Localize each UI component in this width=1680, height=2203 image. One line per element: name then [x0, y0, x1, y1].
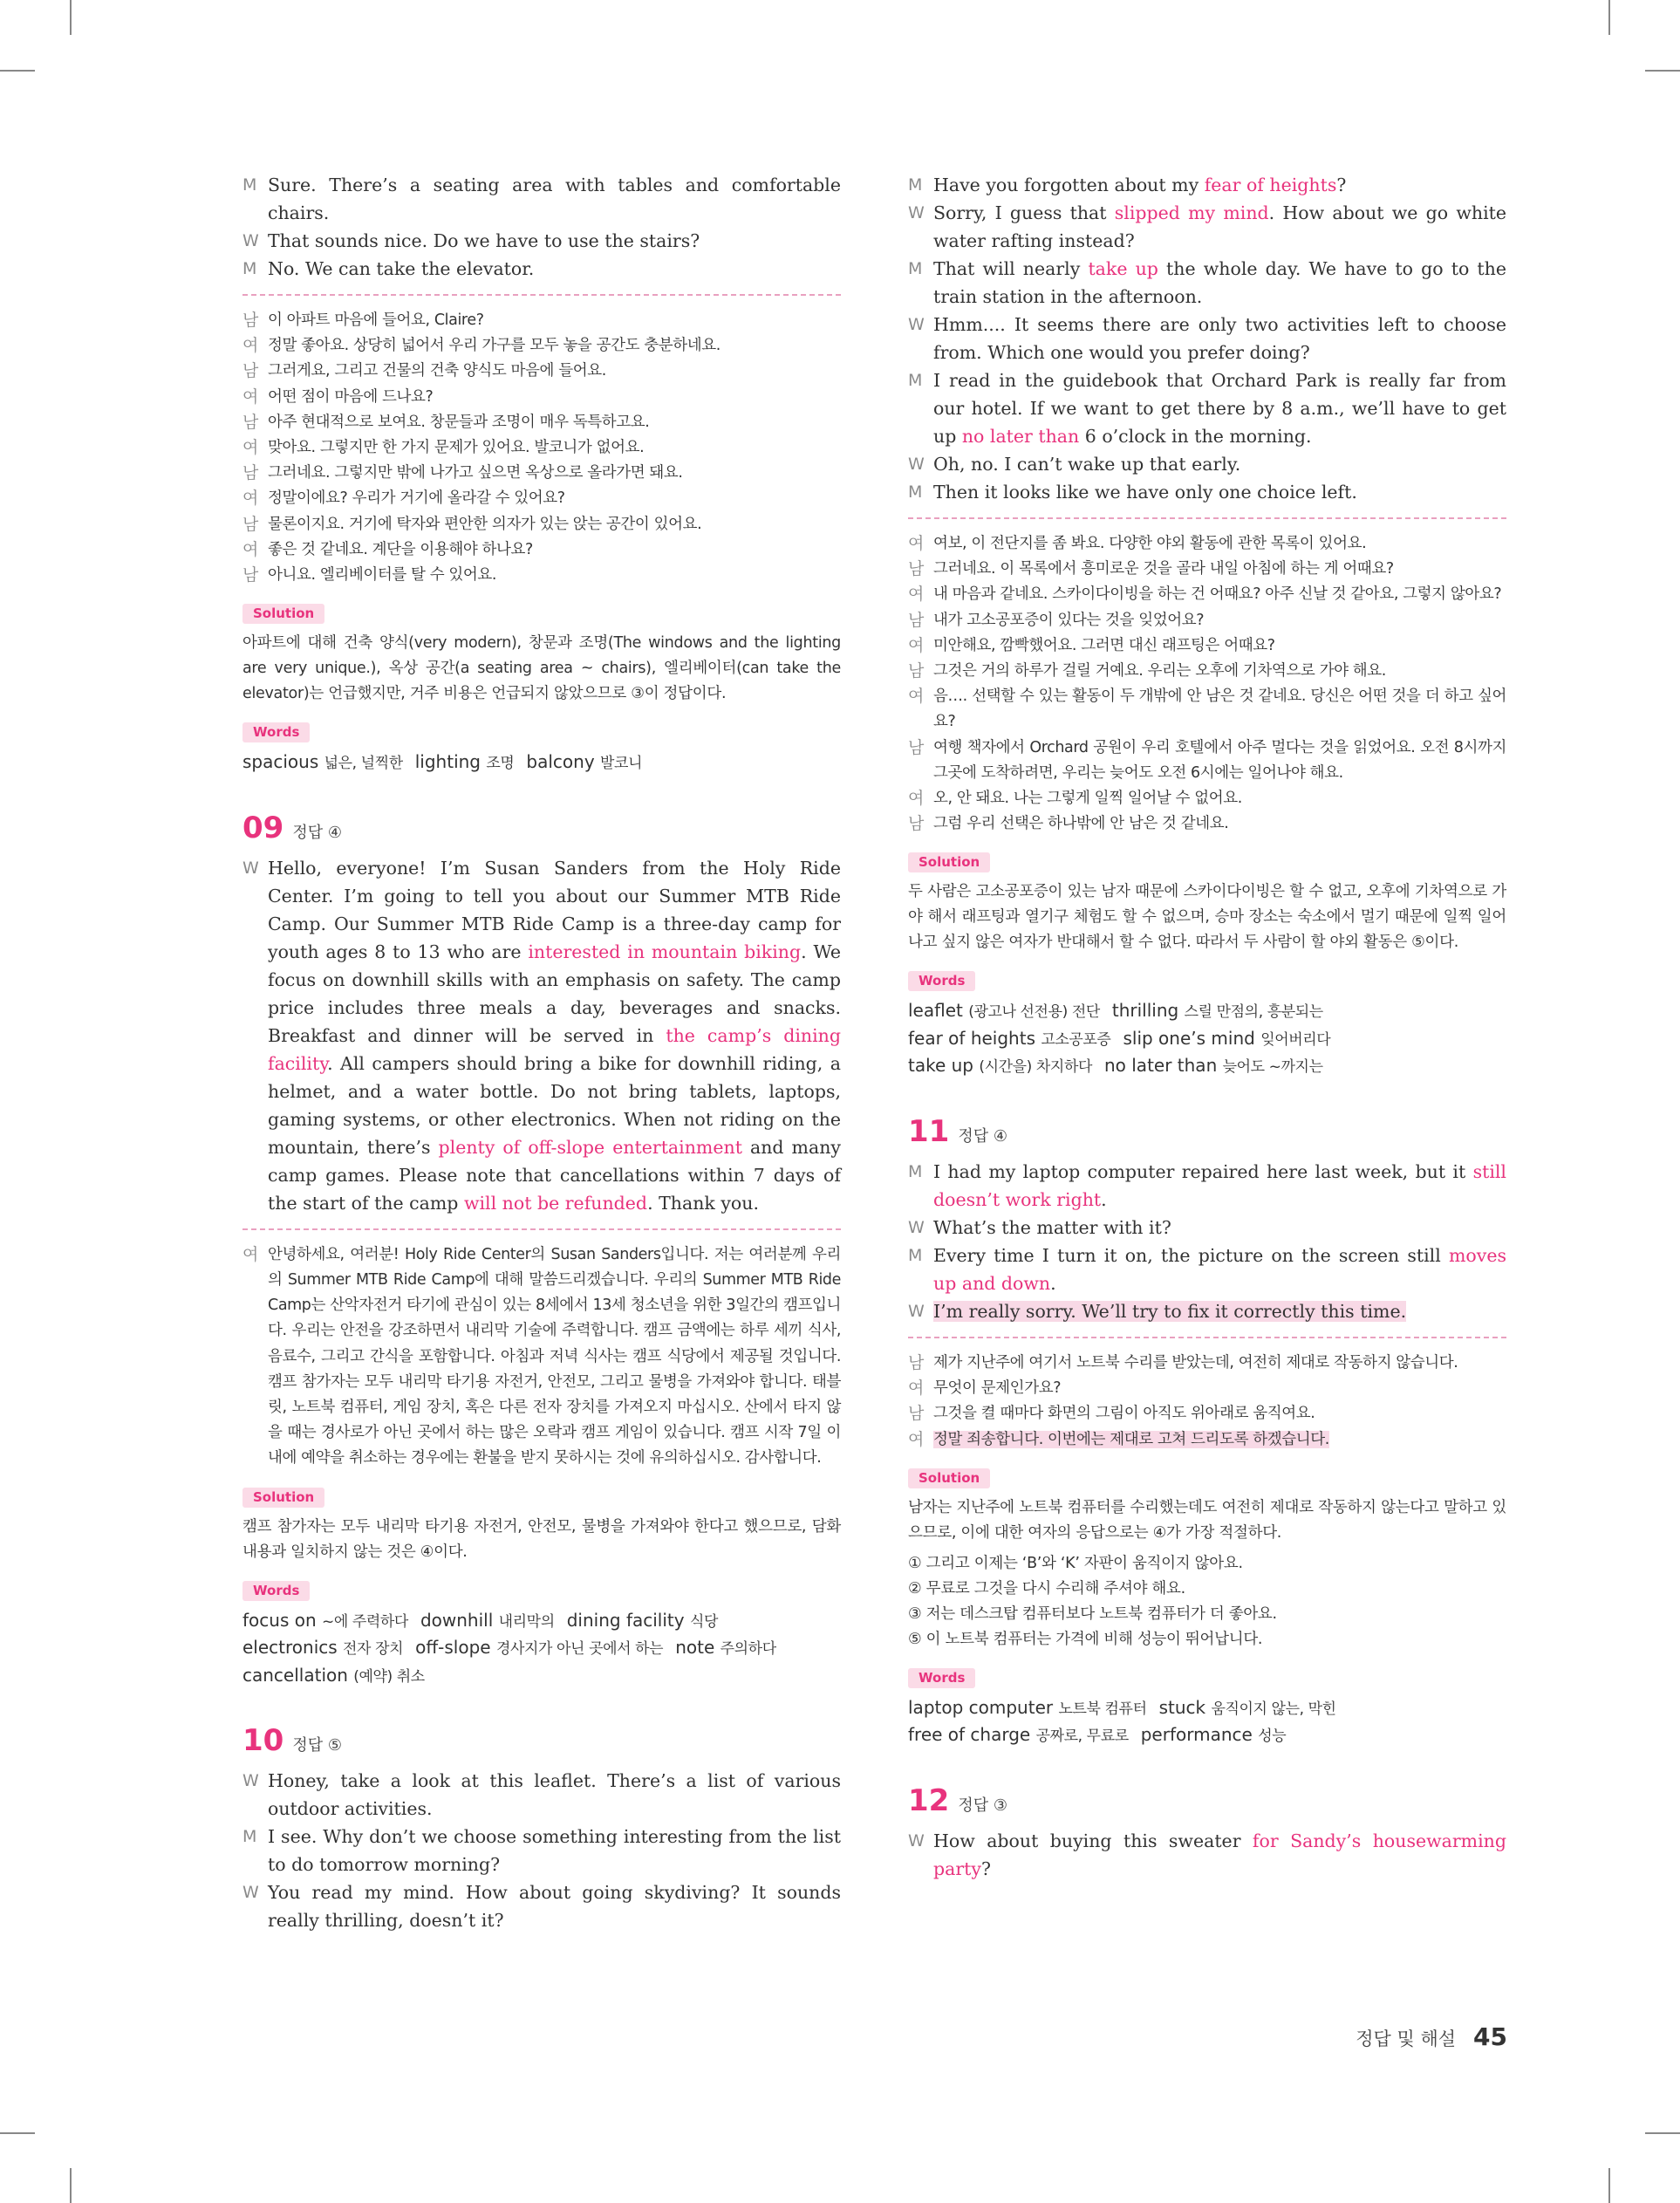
dialog-text: Hmm.... It seems there are only two activities left to choose from. Which one would you prefer doing?: [933, 314, 1506, 363]
translation-line: [908, 531, 1506, 557]
word-english: dining facility: [566, 1609, 690, 1631]
word-english: laptop computer: [908, 1696, 1059, 1718]
word-english: off-slope: [415, 1637, 496, 1659]
highlight-phrase: plenty of off-slope entertainment: [438, 1136, 742, 1158]
word-entry: [908, 1057, 1092, 1076]
dialog-text: I read in the guidebook that Orchard Park is really far from our hotel. If we want to get there by 8 a.m., we’ll have to get up: [933, 370, 1506, 447]
answer-label: 정답 ③: [958, 1796, 1007, 1815]
dialog-text: . How about we go white water rafting instead?: [933, 202, 1506, 251]
translation-line: [242, 461, 841, 486]
dialog-line: [908, 171, 1506, 199]
word-english: thrilling: [1111, 1000, 1185, 1022]
word-entry: [242, 1639, 403, 1658]
translation-text: 오, 안 돼요. 나는 그렇게 일찍 일어날 수 없어요.: [933, 790, 1242, 808]
translation-line: [242, 537, 841, 563]
dialog-line: [908, 255, 1506, 311]
translation-text: 그것은 거의 하루가 걸릴 거예요. 우리는 오후에 기차역으로 가야 해요.: [933, 662, 1386, 681]
q10-solution-text: 두 사람은 고소공포증이 있는 남자 때문에 스카이다이빙은 할 수 없고, 오후에 기차역으로 가야 해서 래프팅과 열기구 체험도 할 수 없으며, 승마 장소는 숙소에서 멀기 때문에 일찍 일어나고 싶지 않은 여자가 반대해서 할 수 없다. 따라서 두 사람이 할 야외 활동은 ⑤이다.: [908, 883, 1506, 952]
speaker-label: 여: [908, 635, 924, 655]
q11-options: [908, 1551, 1506, 1652]
translation-line: [242, 1242, 841, 1472]
solution-tag: Solution: [242, 604, 324, 624]
word-entry: [415, 1639, 663, 1658]
highlight-phrase: no later than: [961, 426, 1080, 447]
dialog-text: Honey, take a look at this leaflet. There’s a list of various outdoor activities.: [268, 1770, 841, 1820]
dialog-line: [908, 478, 1506, 506]
crop-mark: [0, 2132, 35, 2134]
translation-text: 그러네요. 그렇지만 밖에 나가고 싶으면 옥상으로 올라가면 돼요.: [268, 464, 683, 482]
dialog-line: [242, 854, 841, 1217]
word-entry: [414, 751, 515, 773]
words-row: [908, 1053, 1506, 1081]
crop-mark: [70, 2168, 72, 2203]
words-tag: Words: [908, 971, 975, 991]
speaker-label: 여: [908, 789, 924, 809]
translation-text: 내가 고소공포증이 있다는 것을 잊었어요?: [933, 611, 1205, 629]
dialog-line: [908, 366, 1506, 450]
dashed-divider: [242, 294, 841, 296]
translation-text: 아주 현대적으로 보여요. 창문들과 조명이 매우 독특하고요.: [268, 413, 650, 431]
dialog-text: Then it looks like we have only one choice left.: [933, 482, 1357, 503]
dialog-line: [242, 1878, 841, 1934]
speaker-label: 여: [242, 387, 258, 407]
speaker-label: 여: [242, 489, 258, 509]
translation-text: 맞아요. 그렇지만 한 가지 문제가 있어요. 발코니가 없어요.: [268, 439, 645, 457]
dialog-text: Oh, no. I can’t wake up that early.: [933, 454, 1241, 475]
translation-text: 여보, 이 전단지를 좀 봐요. 다양한 야외 활동에 관한 목록이 있어요.: [933, 535, 1367, 552]
speaker-label: 여: [242, 336, 258, 356]
translation-text: 물론이지요. 거기에 탁자와 편안한 의자가 있는 앉는 공간이 있어요.: [268, 515, 702, 533]
speaker-label: 여: [908, 1379, 924, 1399]
translation-line: [908, 1427, 1506, 1453]
speaker-label: 남: [908, 737, 924, 757]
word-english: fear of heights: [908, 1027, 1041, 1049]
dialog-text: I had my laptop computer repaired here last week, but it: [933, 1160, 1473, 1182]
translation-text: 그러게요, 그리고 건물의 건축 양식도 마음에 들어요.: [268, 362, 606, 380]
q08-solution-text: 아파트에 대해 건축 양식(very modern), 창문과 조명(The windows and the lighting are very unique.), 옥상 공간(a seating area ~ chairs), 엘리베이터(can take the elevator)는 언급했지만, 거주 비용은 언급되지 않았으므로 ③이 정답이다.: [242, 634, 841, 703]
word-korean: 발코니: [600, 755, 643, 773]
speaker-label: M: [908, 1245, 923, 1265]
speaker-label: 남: [242, 565, 258, 585]
speaker-label: 남: [908, 1352, 924, 1372]
word-korean: 스릴 만점의, 흥분되는: [1184, 1003, 1323, 1022]
word-korean: (예약) 취소: [353, 1667, 425, 1686]
translation-line: [242, 410, 841, 435]
translation-line: [908, 582, 1506, 607]
translation-line: [908, 1351, 1506, 1376]
q11-translation: [908, 1351, 1506, 1453]
dashed-divider: [908, 517, 1506, 519]
speaker-label: 여: [908, 687, 924, 707]
translation-text: 그럼 우리 선택은 하나밖에 안 남은 것 같네요.: [933, 815, 1229, 833]
words-row: [908, 1722, 1506, 1750]
dialog-text: 6 o’clock in the morning.: [1079, 426, 1312, 447]
dialog-text: Sorry, I guess that: [933, 202, 1115, 223]
word-korean: 움직이지 않는, 막힌: [1211, 1700, 1336, 1718]
word-english: balcony: [526, 751, 601, 773]
speaker-label: M: [242, 1827, 257, 1847]
word-english: note: [675, 1637, 720, 1659]
speaker-label: 남: [242, 412, 258, 432]
question-number: 10: [242, 1723, 284, 1759]
speaker-label: M: [242, 259, 257, 278]
translation-text: 내 마음과 같네요. 스카이다이빙을 하는 건 어때요? 아주 신날 것 같아요, 그렇지 않아요?: [933, 585, 1502, 604]
words-row: [242, 1635, 841, 1663]
speaker-label: M: [908, 371, 923, 390]
speaker-label: 남: [242, 514, 258, 534]
dialog-line: [908, 1158, 1506, 1214]
word-korean: ~에 주력하다: [322, 1612, 408, 1631]
q11-words: [908, 1695, 1506, 1750]
dialog-line: [908, 1214, 1506, 1242]
question-number: 11: [908, 1113, 950, 1149]
speaker-label: 여: [908, 534, 924, 553]
translation-line: [242, 385, 841, 410]
word-korean: 잊어버리다: [1260, 1030, 1331, 1049]
word-korean: 성능: [1258, 1728, 1287, 1746]
highlight-phrase: the camp’s dining facility: [268, 1024, 841, 1074]
speaker-label: 여: [242, 438, 258, 458]
highlight-phrase: interested in mountain biking: [528, 941, 802, 962]
dialog-text: Every time I turn it on, the picture on the screen still: [933, 1244, 1449, 1266]
translation-text: 좋은 것 같네요. 계단을 이용해야 하나요?: [268, 540, 533, 558]
dialog-text: . We focus on downhill skills with an emphasis on safety. The camp price includes three meals a day, beverages and snacks. Breakfast and dinner will be served in: [268, 941, 841, 1046]
word-entry: [1112, 1002, 1323, 1021]
word-korean: 공짜로, 무료로: [1035, 1728, 1129, 1746]
dialog-text: Sure. There’s a seating area with tables and comfortable chairs.: [268, 174, 841, 223]
translation-line: [242, 486, 841, 511]
word-entry: [908, 1696, 1147, 1718]
translation-line: [908, 1401, 1506, 1426]
word-korean: 넓은, 널찍한: [324, 755, 403, 773]
highlight-phrase: moves up and down: [933, 1244, 1506, 1294]
word-korean: 식당: [689, 1612, 718, 1631]
translation-text: 음…. 선택할 수 있는 활동이 두 개밖에 안 남은 것 같네요. 당신은 어떤 것을 더 하고 싶어요?: [933, 688, 1506, 731]
q09-words: [242, 1608, 841, 1691]
option-line: ⑤ 이 노트북 컴퓨터는 가격에 비해 성능이 뛰어납니다.: [908, 1630, 1263, 1648]
dialog-line: [908, 311, 1506, 366]
speaker-label: 남: [908, 814, 924, 834]
speaker-label: 남: [242, 311, 258, 330]
speaker-label: W: [908, 1830, 925, 1851]
speaker-label: 여: [908, 585, 924, 605]
dialog-text: No. We can take the elevator.: [268, 258, 535, 279]
words-row: [908, 998, 1506, 1026]
translation-line: [908, 608, 1506, 633]
q09-translation: [242, 1242, 841, 1472]
translation-text: 어떤 점이 마음에 드나요?: [268, 387, 434, 406]
q10-dialog-part1: [242, 1767, 841, 1934]
word-english: leaflet: [908, 1000, 969, 1022]
dialog-text: What’s the matter with it?: [933, 1216, 1171, 1238]
speaker-label: W: [908, 203, 925, 222]
word-korean: 늦어도 ~까지는: [1222, 1058, 1323, 1077]
word-entry: [1123, 1027, 1331, 1049]
q10-dialog-part2: [908, 171, 1506, 506]
translation-text: 정말 죄송합니다. 이번에는 제대로 고쳐 드리도록 하겠습니다.: [933, 1430, 1329, 1448]
q08-words: [242, 749, 841, 777]
speaker-label: M: [908, 1161, 923, 1181]
speaker-label: W: [242, 1771, 259, 1791]
option-line: ① 그리고 이제는 ‘B’와 ‘K’ 자판이 움직이지 않아요.: [908, 1554, 1243, 1572]
speaker-label: 남: [908, 1404, 924, 1424]
highlight-phrase: take up: [1088, 258, 1158, 279]
q09-heading: [242, 811, 841, 849]
word-korean: 고소공포증: [1041, 1030, 1111, 1049]
translation-line: [242, 435, 841, 461]
q10-words: [908, 998, 1506, 1081]
word-korean: (광고나 선전용) 전단: [968, 1003, 1100, 1022]
footer-title: 정답 및 해설: [1356, 2029, 1457, 2049]
dialog-line: [908, 450, 1506, 478]
word-entry: [1104, 1057, 1323, 1076]
dialog-text: That will nearly: [933, 258, 1089, 279]
translation-line: [908, 684, 1506, 735]
word-entry: [242, 1609, 408, 1631]
word-entry: [566, 1609, 718, 1631]
q11-solution-text: 남자는 지난주에 노트북 컴퓨터를 수리했는데도 여전히 제대로 작동하지 않는다고 말하고 있으므로, 이에 대한 여자의 응답으로는 ④가 가장 적절하다.: [908, 1498, 1506, 1542]
dialog-line: [242, 1823, 841, 1878]
dialog-text: ?: [1336, 174, 1347, 195]
word-english: downhill: [420, 1609, 499, 1631]
translation-text: 이 아파트 마음에 들어요, Claire?: [268, 311, 484, 329]
word-english: lighting: [414, 751, 487, 773]
words-tag: Words: [242, 1581, 310, 1601]
dialog-text: the whole day. We have to go to the train station in the afternoon.: [933, 258, 1506, 307]
translation-line: [242, 512, 841, 537]
words-tag: Words: [242, 722, 310, 742]
word-english: no later than: [1103, 1055, 1223, 1077]
word-korean: 전자 장치: [343, 1640, 404, 1659]
word-korean: 경사지가 아닌 곳에서 하는: [495, 1640, 664, 1659]
words-row: [908, 1695, 1506, 1723]
speaker-label: 여: [908, 1429, 924, 1449]
translation-line: [908, 557, 1506, 582]
question-number: 12: [908, 1782, 950, 1818]
speaker-label: W: [242, 231, 259, 250]
speaker-label: M: [242, 175, 257, 195]
translation-text: 무엇이 문제인가요?: [933, 1379, 1062, 1398]
word-entry: [908, 1724, 1129, 1746]
dialog-text: Hello, everyone! I’m Susan Sanders from the Holy Ride Center. I’m going to tell you about our Summer MTB Ride Camp. Our Summer MTB Ride Camp is a three-day camp for youth ages 8 to 13 who are: [268, 857, 841, 962]
translation-line: [908, 659, 1506, 684]
dialog-text: I’m really sorry. We’ll try to fix it correctly this time.: [933, 1300, 1407, 1322]
translation-line: [908, 1376, 1506, 1401]
q11-heading: [908, 1114, 1506, 1153]
dialog-text: . Thank you.: [647, 1192, 759, 1214]
translation-line: [242, 308, 841, 333]
dialog-text: .: [1101, 1188, 1107, 1210]
solution-tag: Solution: [242, 1488, 324, 1508]
speaker-label: 남: [242, 361, 258, 381]
words-tag: Words: [908, 1668, 975, 1688]
dialog-line: [242, 171, 841, 227]
speaker-label: W: [908, 1301, 925, 1321]
dialog-text: ?: [980, 1857, 991, 1879]
word-korean: 내리막의: [498, 1612, 555, 1631]
translation-text: 제가 지난주에 여기서 노트북 수리를 받았는데, 여전히 제대로 작동하지 않습니다.: [933, 1353, 1458, 1372]
dashed-divider: [908, 1337, 1506, 1338]
dialog-text: How about buying this sweater: [933, 1830, 1253, 1851]
dialog-text: and many camp games. Please note that cancellations within 7 days of the start of the camp: [268, 1136, 842, 1214]
crop-mark: [0, 70, 35, 72]
q12-heading: [908, 1783, 1506, 1822]
translation-text: 그것을 켤 때마다 화면의 그림이 아직도 위아래로 움직여요.: [933, 1405, 1315, 1423]
answer-label: 정답 ④: [958, 1126, 1007, 1146]
speaker-label: W: [908, 1217, 925, 1237]
translation-text: 여행 책자에서 Orchard 공원이 우리 호텔에서 아주 멀다는 것을 읽었어요. 오전 8시까지 그곳에 도착하려면, 우리는 늦어도 오전 6시에는 일어나야 해요.: [933, 738, 1506, 782]
word-english: free of charge: [908, 1724, 1036, 1746]
answer-label: 정답 ④: [292, 823, 342, 842]
word-english: take up: [908, 1055, 980, 1077]
translation-text: 정말 좋아요. 상당히 넓어서 우리 가구를 모두 놓을 공간도 충분하네요.: [268, 337, 720, 355]
translation-line: [908, 811, 1506, 837]
answer-label: 정답 ⑤: [292, 1736, 342, 1755]
q10-translation: [908, 531, 1506, 837]
highlight-phrase: will not be refunded: [463, 1192, 648, 1214]
translation-text: 정말이에요? 우리가 거기에 올라갈 수 있어요?: [268, 489, 565, 508]
translation-text: 아니요. 엘리베이터를 탈 수 있어요.: [268, 566, 497, 585]
words-row: [242, 749, 841, 777]
q09-solution-text: 캠프 참가자는 모두 내리막 타기용 자전거, 안전모, 물병을 가져와야 한다고 했으므로, 담화 내용과 일치하지 않는 것은 ④이다.: [242, 1517, 841, 1561]
solution-tag: Solution: [908, 852, 990, 872]
words-row: [242, 1663, 841, 1691]
word-english: focus on: [242, 1609, 322, 1631]
word-english: cancellation: [242, 1664, 354, 1686]
q08-translation: [242, 308, 841, 588]
speaker-label: 남: [908, 610, 924, 630]
translation-line: [242, 333, 841, 359]
crop-mark: [1608, 0, 1610, 35]
speaker-label: 남: [908, 661, 924, 681]
dialog-line: [242, 227, 841, 255]
q12-dialog: [908, 1827, 1506, 1883]
option-line: ② 무료로 그것을 다시 수리해 주셔야 해요.: [908, 1579, 1185, 1598]
dialog-line: [908, 1242, 1506, 1297]
highlight-phrase: for Sandy’s housewarming party: [933, 1830, 1506, 1879]
translation-text: 그러네요. 이 목록에서 흥미로운 것을 골라 내일 아침에 하는 게 어때요?: [933, 560, 1394, 578]
word-entry: [1158, 1696, 1336, 1718]
word-korean: 주의하다: [720, 1640, 776, 1659]
dialog-line: [908, 1827, 1506, 1883]
translation-line: [242, 563, 841, 588]
word-english: slip one’s mind: [1123, 1027, 1261, 1049]
q10-heading: [242, 1723, 841, 1762]
dialog-text: .: [1050, 1272, 1056, 1294]
word-entry: [420, 1609, 555, 1631]
crop-mark: [70, 0, 72, 35]
highlight-phrase: slipped my mind: [1114, 202, 1269, 223]
left-column: [242, 171, 841, 1934]
speaker-label: W: [242, 858, 259, 878]
right-column: [908, 171, 1506, 1883]
dialog-line: [908, 199, 1506, 255]
q11-dialog: [908, 1158, 1506, 1325]
solution-tag: Solution: [908, 1468, 990, 1488]
word-korean: 노트북 컴퓨터: [1058, 1700, 1147, 1718]
word-english: stuck: [1158, 1696, 1212, 1718]
translation-text: 미안해요, 깜빡했어요. 그러면 대신 래프팅은 어때요?: [933, 636, 1275, 654]
speaker-label: 남: [908, 559, 924, 579]
translation-line: [908, 786, 1506, 811]
crop-mark: [1608, 2168, 1610, 2203]
dialog-line: [908, 1297, 1506, 1325]
word-korean: (시간을) 차지하다: [979, 1058, 1092, 1077]
translation-line: [908, 633, 1506, 659]
dashed-divider: [242, 1228, 841, 1230]
speaker-label: W: [242, 1883, 259, 1903]
q09-dialog: [242, 854, 841, 1217]
question-number: 09: [242, 810, 284, 845]
word-entry: [908, 1002, 1100, 1021]
word-english: performance: [1140, 1724, 1259, 1746]
words-row: [242, 1608, 841, 1636]
highlight-phrase: still doesn’t work right: [933, 1160, 1506, 1210]
word-english: spacious: [242, 751, 324, 773]
word-entry: [526, 751, 643, 773]
speaker-label: M: [908, 259, 923, 278]
dialog-text: . All campers should bring a bike for downhill riding, a helmet, and a water bottle. Do not bring tablets, laptops, gaming systems, or other electronics. When not riding on the mountain, there’s: [268, 1052, 841, 1158]
speaker-label: M: [908, 482, 923, 502]
word-entry: [1140, 1724, 1287, 1746]
word-entry: [242, 1664, 425, 1686]
q08-dialog-tail: [242, 171, 841, 283]
dialog-text: You read my mind. How about going skydiving? It sounds really thrilling, doesn’t it?: [268, 1882, 841, 1932]
crop-mark: [1645, 2132, 1680, 2134]
dialog-text: I see. Why don’t we choose something interesting from the list to do tomorrow morning?: [268, 1826, 841, 1876]
words-row: [908, 1026, 1506, 1054]
speaker-label: 남: [242, 463, 258, 483]
word-entry: [675, 1639, 776, 1658]
crop-mark: [1645, 70, 1680, 72]
highlight-phrase: fear of heights: [1204, 174, 1337, 195]
translation-text: 안녕하세요, 여러분! Holy Ride Center의 Susan Sanders입니다. 저는 여러분께 우리의 Summer MTB Ride Camp에 대해 말씀드리겠습니다. 우리의 Summer MTB Ride Camp는 산악자전거 타기에 관심이 있는 8세에서 13세 청소년을 위한 3일간의 캠프입니다. 우리는 안전을 강조하면서 내리막 기술에 주력합니다. 캠프 금액에는 하루 세끼 식사, 음료수, 그리고 간식을 포함합니다. 아침과 저녁 식사는 캠프 식당에서 제공될 것입니다. 캠프 참가자는 모두 내리막 타기용 자전거, 안전모, 그리고 물병을 가져와야 합니다. 태블릿, 노트북 컴퓨터, 게임 장치, 혹은 다른 전자 장치를 가져오지 마십시오. 산에서 타지 않을 때는 경사로가 아닌 곳에서 하는 많은 오락과 캠프 게임이 있습니다. 캠프 시작 7일 이내에 예약을 취소하는 경우에는 환불을 받지 못하시는 것에 유의하십시오. 감사합니다.: [268, 1245, 841, 1468]
speaker-label: W: [908, 315, 925, 334]
option-line: ③ 저는 데스크탑 컴퓨터보다 노트북 컴퓨터가 더 좋아요.: [908, 1604, 1277, 1623]
speaker-label: M: [908, 175, 923, 195]
translation-line: [908, 735, 1506, 786]
dialog-text: That sounds nice. Do we have to use the stairs?: [268, 230, 700, 251]
speaker-label: 여: [242, 539, 258, 559]
page-footer: [1356, 2022, 1507, 2051]
dialog-line: [242, 1767, 841, 1823]
word-english: electronics: [242, 1637, 344, 1659]
dialog-line: [242, 255, 841, 283]
page-number: 45: [1473, 2022, 1507, 2051]
word-entry: [908, 1027, 1111, 1049]
speaker-label: 여: [242, 1244, 258, 1264]
word-korean: 조명: [486, 755, 515, 773]
dialog-text: Have you forgotten about my: [933, 174, 1205, 195]
speaker-label: W: [908, 455, 925, 474]
word-entry: [242, 751, 403, 773]
translation-line: [242, 359, 841, 384]
